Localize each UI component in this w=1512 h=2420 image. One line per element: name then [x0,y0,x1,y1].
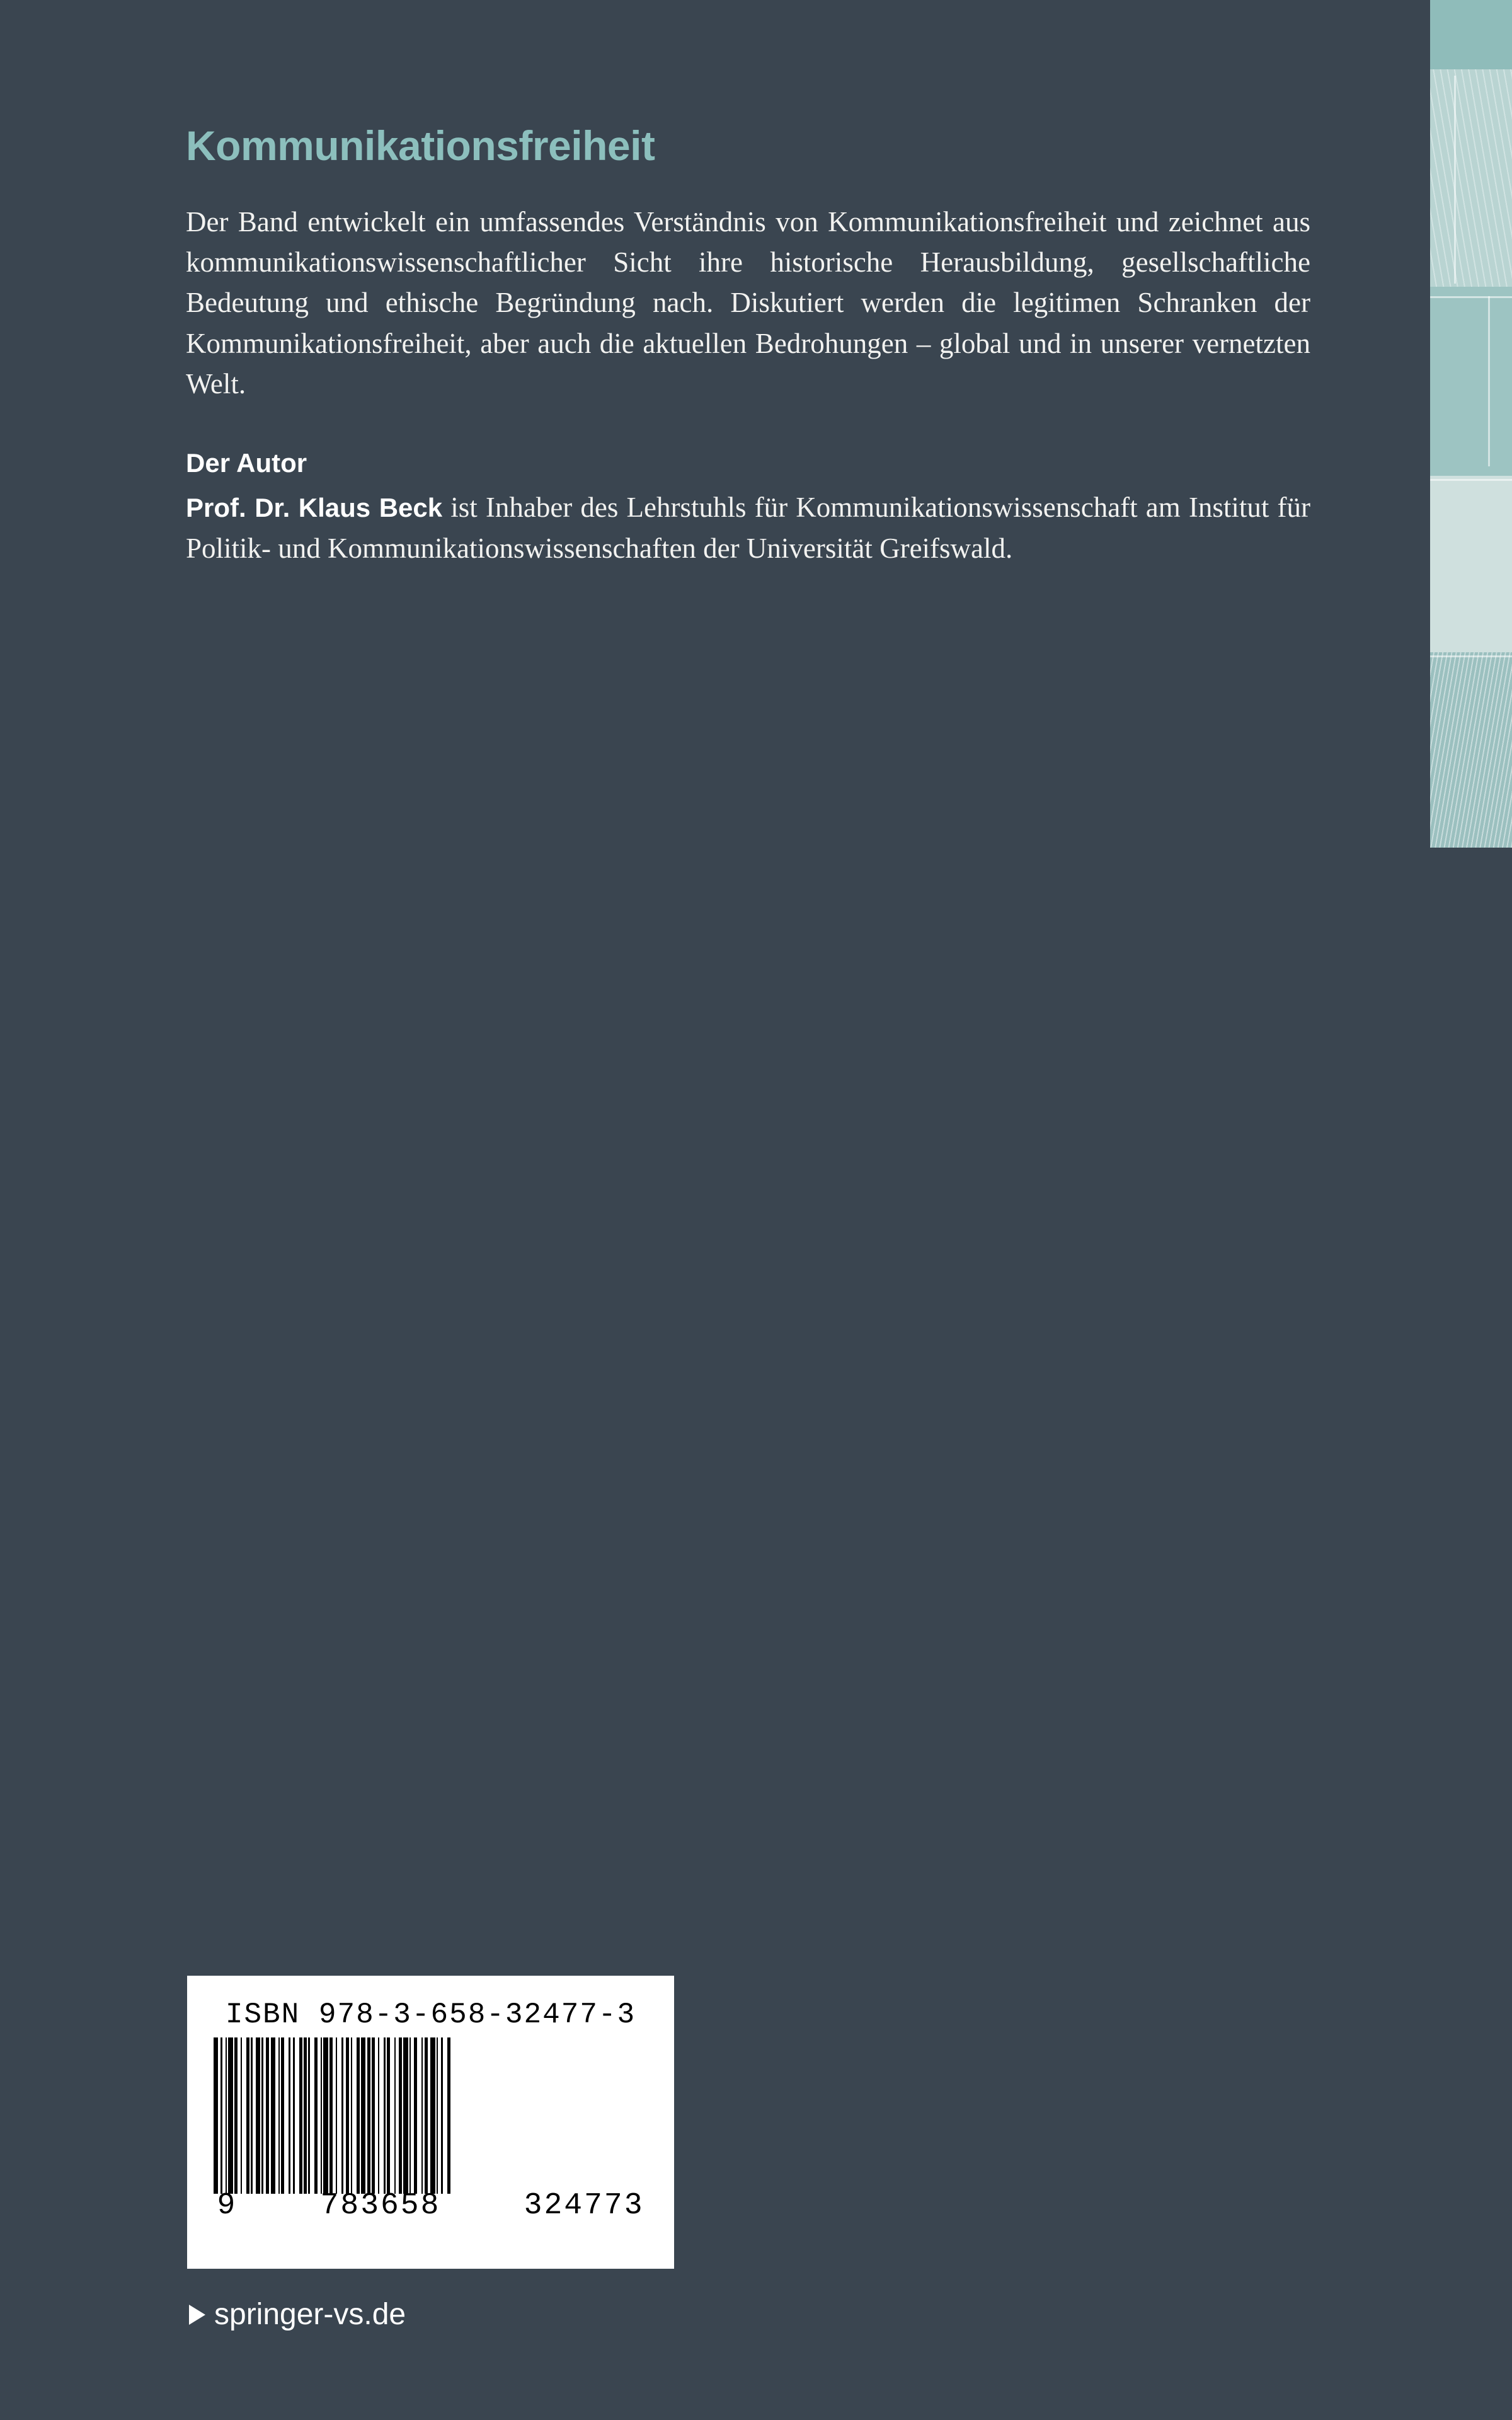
deco-line-horizontal-3 [1430,655,1512,657]
isbn-number: ISBN 978-3-658-32477-3 [225,1998,636,2031]
deco-line-vertical-2 [1488,296,1490,466]
book-title: Kommunikationsfreiheit [186,122,655,169]
barcode-bars-wrap [214,2037,648,2227]
barcode-bars [214,2037,648,2194]
barcode-digit-group-mid: 783658 [320,2189,441,2223]
publisher-name: springer-vs.de [214,2298,406,2331]
deco-line-horizontal-1 [1430,296,1512,298]
deco-segment-3 [1430,287,1512,476]
barcode-digit-group-right: 324773 [524,2189,644,2223]
deco-segment-1 [1430,0,1512,69]
deco-hatch-upper [1430,69,1512,287]
author-heading: Der Autor [186,448,307,478]
publisher-logo[interactable] [189,2297,406,2332]
author-name: Prof. Dr. Klaus Beck [186,493,443,523]
author-affiliation: ist Inhaber des Lehrstuhls für Kommunikationswissenschaft am Institut für Politik- und Kommunikationswissenschaften der Universität Greifswald. [186,492,1310,564]
deco-hatch-lower [1430,652,1512,848]
deco-line-vertical-1 [1454,76,1456,284]
isbn-barcode [187,1976,674,2269]
deco-line-horizontal-2 [1430,479,1512,481]
barcode-digit-group-left: 9 [217,2189,238,2223]
deco-segment-4 [1430,476,1512,652]
back-cover-text-block [186,123,1310,568]
decorative-teal-band [1430,0,1512,848]
barcode-digits [214,2189,648,2223]
triangle-icon [189,2305,205,2325]
author-description [186,487,1310,568]
book-blurb: Der Band entwickelt ein umfassendes Verständnis von Kommunikationsfreiheit und zeichnet aus kommunikationswissenschaftlicher Sicht ihre historische Herausbildung, gesellschaftliche Bedeutung und ethische Begründung nach. Diskutiert werden die legitimen Schranken der Kommunikationsfreiheit, aber auch die aktuellen Bedrohungen – global und in unserer vernetzten Welt. [186,205,1310,400]
